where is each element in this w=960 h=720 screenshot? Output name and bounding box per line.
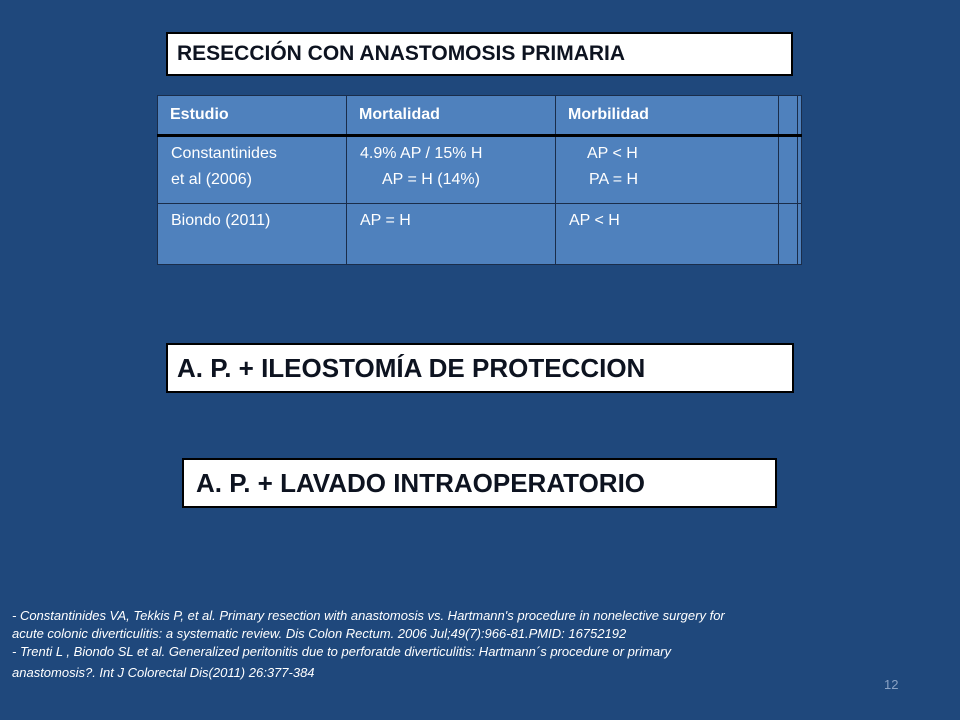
lavado-box [182, 458, 777, 508]
cell-empty [779, 136, 798, 204]
header-empty-2 [798, 96, 802, 136]
cell-estudio [158, 136, 347, 204]
lavado-text: A. P. + LAVADO INTRAOPERATORIO [196, 467, 646, 498]
cell-line: 4.9% AP / 15% H [360, 145, 483, 162]
reference-line: acute colonic diverticulitis: a systematic review. Dis Colon Rectum. 2006 Jul;49(7):966-81.PMID: 16752192 [12, 626, 627, 641]
reference-line: - Trenti L , Biondo SL et al. Generalized peritonitis due to perforatde diverticulitis: Hartmann´s procedure or primary [12, 644, 671, 659]
cell-line: AP = H (14%) [382, 171, 480, 188]
header-empty-1 [779, 96, 798, 136]
cell-line: AP < H [569, 212, 620, 229]
cell-empty [798, 204, 802, 265]
cell-morbilidad [556, 136, 779, 204]
references [12, 607, 932, 682]
reference-line: anastomosis?. Int J Colorectal Dis(2011) 26:377-384 [12, 665, 315, 680]
cell-line: Biondo (2011) [171, 212, 271, 229]
cell-mortalidad [347, 204, 556, 265]
cell-mortalidad [347, 136, 556, 204]
results-table [157, 95, 802, 265]
table-row [158, 136, 802, 204]
cell-line: et al (2006) [171, 171, 252, 188]
table-header-row [158, 96, 802, 136]
slide-title-text: RESECCIÓN CON ANASTOMOSIS PRIMARIA [177, 42, 626, 65]
cell-line: Constantinides [171, 145, 277, 162]
cell-line: PA = H [589, 171, 639, 188]
cell-empty [798, 136, 802, 204]
cell-estudio [158, 204, 347, 265]
cell-morbilidad [556, 204, 779, 265]
cell-line: AP < H [587, 145, 638, 162]
cell-line: AP = H [360, 212, 411, 229]
reference-line: - Constantinides VA, Tekkis P, et al. Primary resection with anastomosis vs. Hartmann's procedure in nonelective surgery for [12, 608, 725, 623]
header-morbilidad: Morbilidad [556, 96, 779, 136]
cell-empty [779, 204, 798, 265]
ileostomia-box [166, 343, 794, 393]
header-estudio: Estudio [158, 96, 347, 136]
ileostomia-text: A. P. + ILEOSTOMÍA DE PROTECCION [177, 352, 646, 383]
page-number: 12 [884, 677, 899, 692]
slide-title [166, 32, 793, 76]
header-mortalidad: Mortalidad [347, 96, 556, 136]
table-row [158, 204, 802, 265]
